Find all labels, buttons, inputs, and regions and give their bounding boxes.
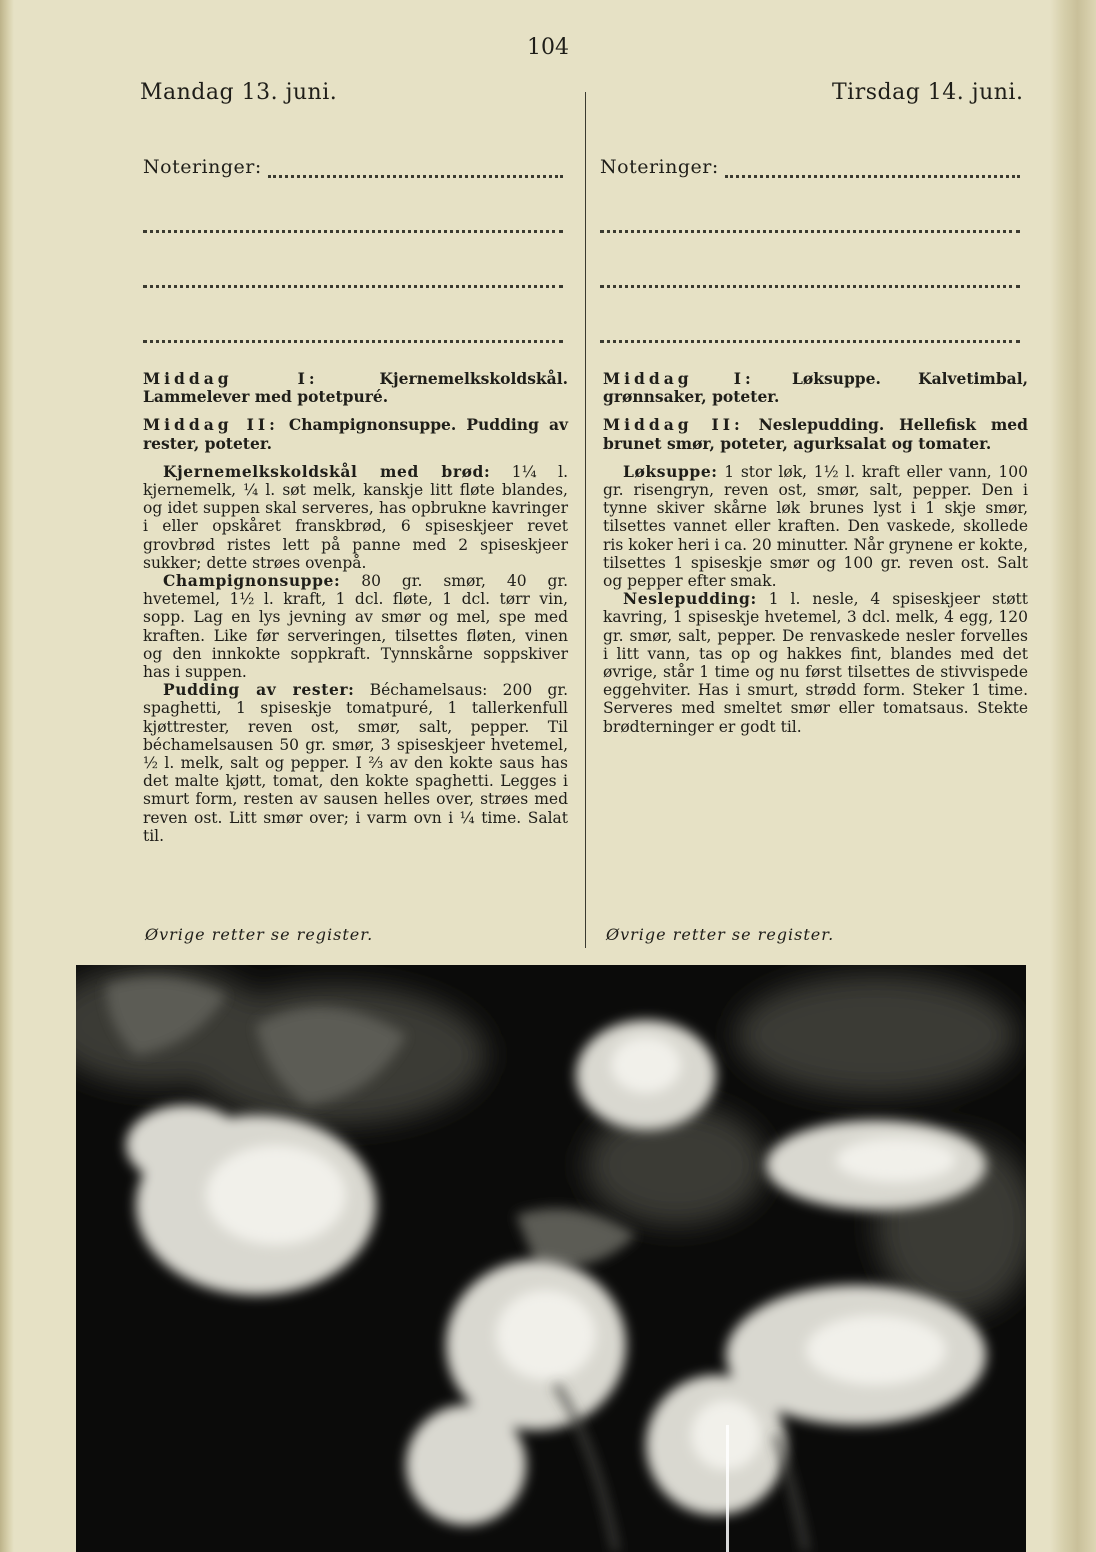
menu-text: Kjernemelkskoldskål. Lammelever med potetpuré. <box>143 369 568 407</box>
menu-line <box>603 416 1028 452</box>
recipe-title: Pudding av rester: <box>163 680 355 700</box>
notes-dotted-line <box>143 288 563 343</box>
recipe-paragraph <box>143 463 568 572</box>
recipe-text: 1 l. nesle, 4 spiseskjeer støtt kavring, 1 spiseskje hvetemel, 3 dcl. melk, 4 egg, 120 gr. smør, salt, pepper. De renvaskede nesler forvelles i litt vann, tas op og hakkes fint, blandes med det øvrige, står 1 time og nu først tilsettes de stivvispede eggehviter. Has i smurt, strødd form. Steker 1 time. Serveres med smeltet smør eller tomatsaus. Stekte brødterninger er godt til. <box>603 590 1028 736</box>
menu-line <box>143 416 568 452</box>
lilac-blossoms-photo <box>76 965 1026 1552</box>
left-recipe-column <box>143 370 568 845</box>
menu-text: Neslepudding. Hellefisk med brunet smør, poteter, agurksalat og tomater. <box>603 415 1028 453</box>
notes-dotted-line <box>725 157 1020 178</box>
recipe-paragraph <box>603 590 1028 736</box>
page-number: 104 <box>527 35 569 60</box>
notes-dotted-line <box>143 233 563 288</box>
right-notes-section <box>600 148 1020 343</box>
column-divider <box>585 92 586 948</box>
recipe-title: Kjernemelkskoldskål med brød: <box>163 461 491 481</box>
right-day-title: Tirsdag 14. juni. <box>832 80 1024 105</box>
notes-dotted-line <box>600 178 1020 233</box>
recipe-text: 1 stor løk, 1½ l. kraft eller vann, 100 gr. risengryn, reven ost, smør, salt, pepper. Den i tynne skiver skårne løk brunes lyst i 1 skje smør, tilsettes vannet eller kraften. Den vaskede, skollede ris koker heri i ca. 20 minutter. Når grynene er kokte, tilsettes 1 spiseskje smør og 100 gr. reven ost. Salt og pepper efter smak. <box>603 462 1028 591</box>
recipe-paragraph <box>603 463 1028 590</box>
recipe-title: Løksuppe: <box>623 461 718 481</box>
recipe-text: 80 gr. smør, 40 gr. hvetemel, 1½ l. kraft, 1 dcl. fløte, 1 dcl. tørr vin, sopp. Lag en lys jevning av smør og mel, spe med kraften. Like før serveringen, tilsettes fløten, vinen og den innkokte soppkraft. Tynnskårne soppskiver has i suppen. <box>143 572 568 682</box>
recipe-title: Neslepudding: <box>623 589 757 609</box>
left-notes-label: Noteringer: <box>143 156 262 178</box>
book-spine-shadow <box>0 0 14 1552</box>
menu-text: Løksuppe. Kalvetimbal, grønnsaker, poteter. <box>603 369 1028 407</box>
menu-prefix: Middag I: <box>603 369 755 388</box>
menu-prefix: Middag I: <box>143 369 319 388</box>
recipe-paragraph <box>143 681 568 845</box>
recipe-title: Champignonsuppe: <box>163 571 341 591</box>
notes-dotted-line <box>600 288 1020 343</box>
notes-dotted-line <box>600 233 1020 288</box>
recipe-text: Béchamelsaus: 200 gr. spaghetti, 1 spiseskje tomatpuré, 1 tallerkenfull kjøttrester, reven ost, smør, salt, pepper. Til béchamelsausen 50 gr. smør, 3 spiseskjeer hvetemel, ½ l. melk, salt og pepper. I ⅔ av den kokte saus has det malte kjøtt, tomat, den kokte spaghetti. Legges i smurt form, resten av sausen helles over, strøes med reven ost. Litt smør over; i varm ovn i ¼ time. Salat til. <box>143 681 568 845</box>
notes-dotted-line <box>268 157 563 178</box>
left-notes-section <box>143 148 563 343</box>
left-day-title: Mandag 13. juni. <box>140 80 338 105</box>
menu-text: Champignonsuppe. Pudding av rester, poteter. <box>143 415 568 453</box>
page-edge-shadow <box>1050 0 1096 1552</box>
right-footer-note: Øvrige retter se register. <box>606 925 835 944</box>
recipe-paragraph <box>143 572 568 681</box>
menu-prefix: Middag II: <box>143 415 279 435</box>
menu-prefix: Middag II: <box>603 415 744 435</box>
photo-illustration <box>76 965 1026 1552</box>
right-recipe-column <box>603 370 1028 736</box>
left-footer-note: Øvrige retter se register. <box>145 925 374 944</box>
menu-line <box>143 370 568 406</box>
right-notes-label: Noteringer: <box>600 156 719 178</box>
notes-dotted-line <box>143 178 563 233</box>
menu-line <box>603 370 1028 406</box>
recipe-text: 1¼ l. kjernemelk, ¼ l. søt melk, kanskje litt fløte blandes, og idet suppen skal serveres, has opbrukne kavringer i eller opskåret franskbrød, 6 spiseskjeer revet grovbrød ristes lett på panne med 2 spiseskjeer sukker; dette strøes ovenpå. <box>143 462 568 572</box>
